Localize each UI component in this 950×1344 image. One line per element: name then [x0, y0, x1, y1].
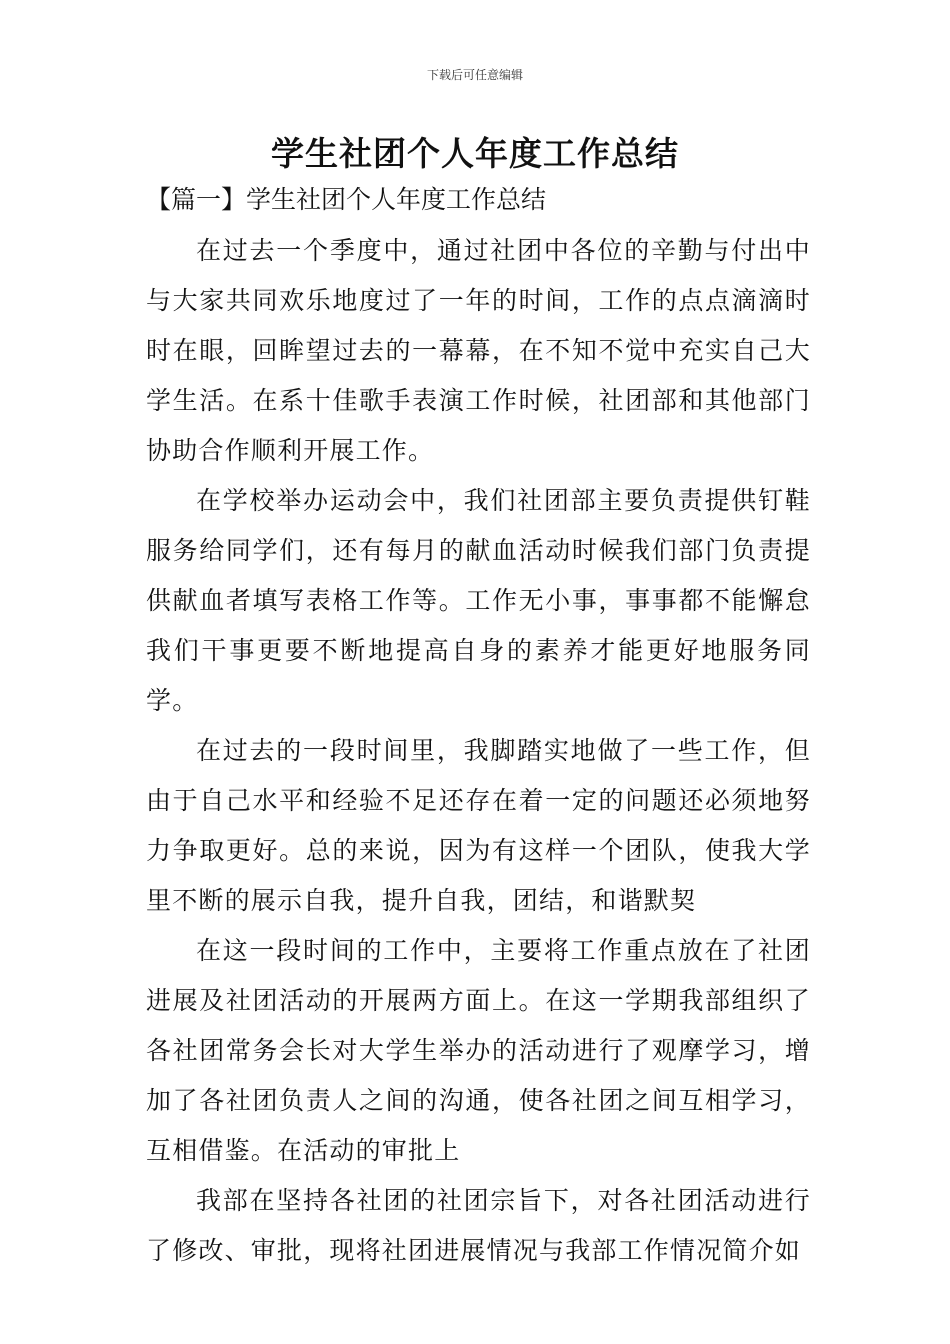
paragraph-4: 在这一段时间的工作中，主要将工作重点放在了社团进展及社团活动的开展两方面上。在这一学期我部组织了各社团常务会长对大学生举办的活动进行了观摩学习，增加了各社团负责人之间的沟通，使各社团之间互相学习，互相借鉴。在活动的审批上	[146, 936, 811, 1165]
paragraph-2: 在学校举办运动会中，我们社团部主要负责提供钉鞋服务给同学们，还有每月的献血活动时候我们部门负责提供献血者填写表格工作等。工作无小事，事事都不能懈怠我们干事更要不断地提高自身的素养才能更好地服务同学。	[146, 486, 811, 715]
paragraph-3: 在过去的一段时间里，我脚踏实地做了一些工作，但由于自己水平和经验不足还存在着一定的问题还必须地努力争取更好。总的来说，因为有这样一个团队，使我大学里不断的展示自我，提升自我，团结，和谐默契	[146, 736, 811, 915]
paragraph-5: 我部在坚持各社团的社团宗旨下，对各社团活动进行了修改、审批，现将社团进展情况与我部工作情况简介如	[146, 1186, 811, 1265]
section-heading: 【篇一】学生社团个人年度工作总结	[146, 185, 547, 214]
document-title: 学生社团个人年度工作总结	[271, 134, 679, 173]
document-body	[146, 226, 811, 1276]
header-note: 下载后可任意编辑	[426, 68, 523, 82]
paragraph-1: 在过去一个季度中，通过社团中各位的辛勤与付出中与大家共同欢乐地度过了一年的时间，工作的点点滴滴时时在眼，回眸望过去的一幕幕，在不知不觉中充实自己大学生活。在系十佳歌手表演工作时候，社团部和其他部门协助合作顺利开展工作。	[146, 236, 811, 465]
